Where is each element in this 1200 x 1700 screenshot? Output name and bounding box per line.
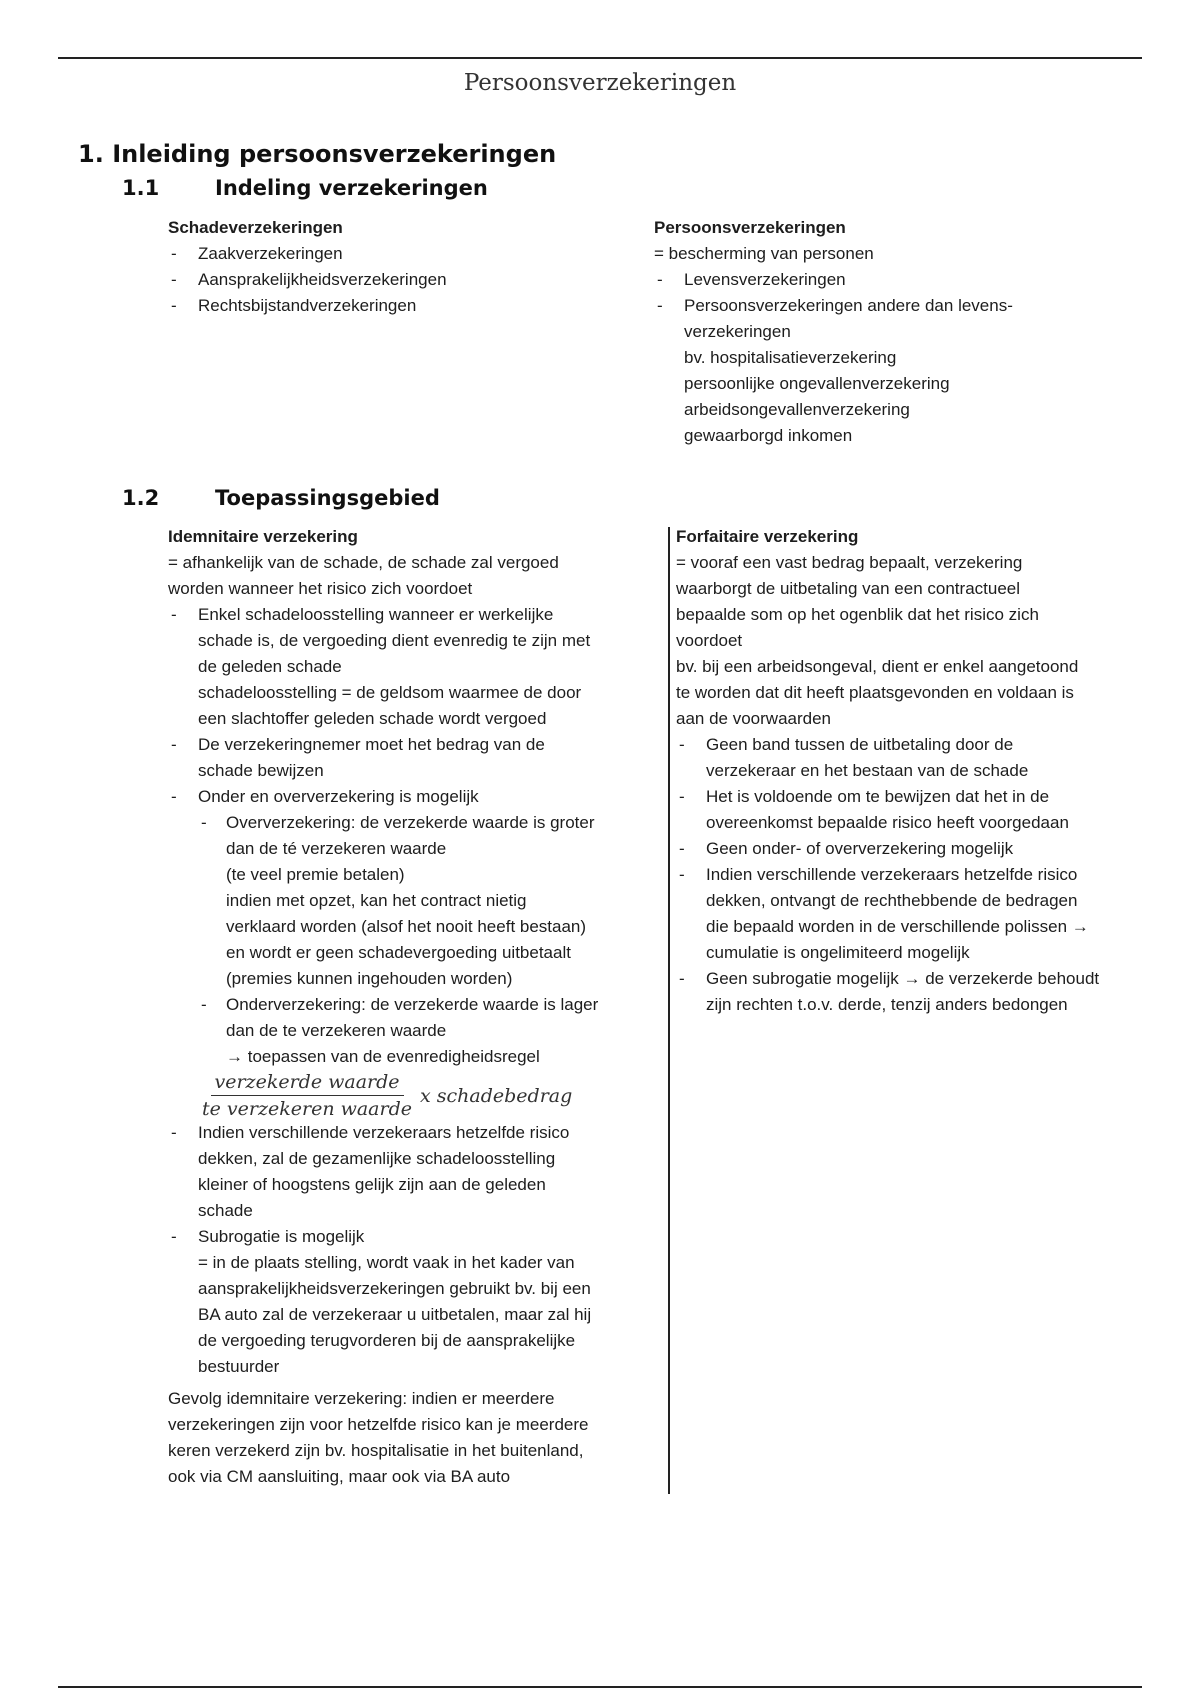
list-item: - Rechtsbijstandverzekeringen bbox=[168, 293, 638, 319]
list-item bbox=[168, 1120, 660, 1224]
list-item bbox=[168, 1224, 660, 1380]
persoonsverzekeringen-column bbox=[654, 215, 1134, 449]
text-line: aan de voorwaarden bbox=[676, 709, 832, 728]
text-line: (premies kunnen ingehouden worden) bbox=[226, 969, 513, 988]
page-title: Persoonsverzekeringen bbox=[463, 70, 737, 96]
text-line: worden wanneer het risico zich voordoet bbox=[168, 579, 473, 598]
text-line: keren verzekerd zijn bv. hospitalisatie in het buitenland, bbox=[168, 1441, 584, 1460]
text-line: aansprakelijkheidsverzekeringen gebruikt bv. bij een bbox=[198, 1279, 591, 1298]
list-item bbox=[676, 862, 1146, 966]
text-line: - Enkel schadeloosstelling wanneer er werkelijke bbox=[198, 605, 554, 624]
text-line: dekken, ontvangt de rechthebbende de bedragen bbox=[706, 891, 1078, 910]
text-line: - Onderverzekering: de verzekerde waarde is lager bbox=[226, 995, 599, 1014]
text-line: dekken, zal de gezamenlijke schadeloosstelling bbox=[198, 1149, 556, 1168]
text-line: arbeidsongevallenverzekering bbox=[684, 400, 910, 419]
text-line: schadeloosstelling = de geldsom waarmee de door bbox=[198, 683, 582, 702]
bullet-list bbox=[168, 241, 638, 319]
text-line: ook via CM aansluiting, maar ook via BA auto bbox=[168, 1467, 511, 1486]
text-line: - Het is voldoende om te bewijzen dat het in de bbox=[706, 787, 1050, 806]
text-line: de vergoeding terugvorderen bij de aansprakelijke bbox=[198, 1331, 576, 1350]
text-line: - De verzekeringnemer moet het bedrag van de bbox=[198, 735, 545, 754]
text-line: indien met opzet, kan het contract nietig bbox=[226, 891, 527, 910]
list-item bbox=[676, 732, 1146, 784]
section-1-1-heading bbox=[122, 176, 488, 200]
formula-denominator: te verzekeren waarde bbox=[202, 1098, 413, 1120]
text-line: - Indien verschillende verzekeraars hetzelfde risico bbox=[706, 865, 1078, 884]
list-item bbox=[676, 836, 1146, 862]
formula-numerator: verzekerde waarde bbox=[211, 1071, 404, 1096]
text-line: verzekeraar en het bestaan van de schade bbox=[706, 761, 1029, 780]
sub-list-item bbox=[198, 810, 660, 992]
chapter-number: 1. bbox=[78, 140, 104, 168]
list-item bbox=[168, 732, 660, 784]
text-line: = in de plaats stelling, wordt vaak in het kader van bbox=[198, 1253, 575, 1272]
column-intro: = bescherming van personen bbox=[654, 244, 874, 263]
text-line: en wordt er geen schadevergoeding uitbetaalt bbox=[226, 943, 571, 962]
text-line: verzekeringen zijn voor hetzelfde risico kan je meerdere bbox=[168, 1415, 589, 1434]
bullet-list bbox=[168, 602, 660, 1380]
list-item bbox=[168, 784, 660, 1120]
chapter-title: Inleiding persoonsverzekeringen bbox=[112, 140, 557, 168]
column-title: Schadeverzekeringen bbox=[168, 218, 343, 237]
text-line: - Onder en oververzekering is mogelijk bbox=[198, 787, 479, 806]
text-line: - Subrogatie is mogelijk bbox=[198, 1227, 365, 1246]
text-line: voordoet bbox=[676, 631, 743, 650]
section-title: Toepassingsgebied bbox=[215, 486, 440, 510]
section-1-2-heading bbox=[122, 486, 440, 510]
list-item: - Levensverzekeringen bbox=[654, 267, 1134, 293]
footer-rule bbox=[58, 1686, 1142, 1688]
text-line: - Geen band tussen de uitbetaling door de bbox=[706, 735, 1014, 754]
text-line: schade is, de vergoeding dient evenredig te zijn met bbox=[198, 631, 591, 650]
header-rule bbox=[58, 57, 1142, 59]
text-line: overeenkomst bepaalde risico heeft voorgedaan bbox=[706, 813, 1069, 832]
text-line: - Indien verschillende verzekeraars hetzelfde risico bbox=[198, 1123, 570, 1142]
sub-bullet-list bbox=[198, 810, 660, 1070]
list-item: - Aansprakelijkheidsverzekeringen bbox=[168, 267, 638, 293]
text-line: (te veel premie betalen) bbox=[226, 865, 405, 884]
section-number: 1.2 bbox=[122, 486, 160, 510]
text-line: zijn rechten t.o.v. derde, tenzij anders bedongen bbox=[706, 995, 1068, 1014]
column-title: Persoonsverzekeringen bbox=[654, 218, 846, 237]
text-line: bepaalde som op het ogenblik dat het risico zich bbox=[676, 605, 1039, 624]
bullet-list bbox=[676, 732, 1146, 1018]
list-item bbox=[168, 602, 660, 732]
text-line: - Geen onder- of oververzekering mogelijk bbox=[706, 839, 1014, 858]
text-line: → toepassen van de evenredigheidsregel bbox=[226, 1047, 540, 1066]
text-line: gewaarborgd inkomen bbox=[684, 426, 853, 445]
section-title: Indeling verzekeringen bbox=[215, 176, 488, 200]
text-line: cumulatie is ongelimiteerd mogelijk bbox=[706, 943, 970, 962]
text-line: - Persoonsverzekeringen andere dan levens- bbox=[684, 296, 1013, 315]
text-line: verklaard worden (alsof het nooit heeft bestaan) bbox=[226, 917, 587, 936]
column-title: Forfaitaire verzekering bbox=[676, 527, 859, 546]
text-line: dan de te verzekeren waarde bbox=[226, 1021, 447, 1040]
text-line: Gevolg idemnitaire verzekering: indien er meerdere bbox=[168, 1389, 555, 1408]
text-line: verzekeringen bbox=[684, 322, 791, 341]
text-line: BA auto zal de verzekeraar u uitbetalen, maar zal hij bbox=[198, 1305, 592, 1324]
text-line: - Geen subrogatie mogelijk → de verzekerde behoudt bbox=[706, 969, 1100, 988]
list-item bbox=[676, 784, 1146, 836]
column-title: Idemnitaire verzekering bbox=[168, 527, 358, 546]
text-line: persoonlijke ongevallenverzekering bbox=[684, 374, 950, 393]
column-divider bbox=[668, 527, 670, 1494]
text-line: bv. hospitalisatieverzekering bbox=[684, 348, 897, 367]
text-line: waarborgt de uitbetaling van een contractueel bbox=[676, 579, 1021, 598]
text-line: schade bbox=[198, 1201, 253, 1220]
bullet-list bbox=[654, 267, 1134, 449]
text-line: te worden dat dit heeft plaatsgevonden en voldaan is bbox=[676, 683, 1074, 702]
proportionality-formula bbox=[198, 1071, 572, 1120]
text-line: een slachtoffer geleden schade wordt vergoed bbox=[198, 709, 547, 728]
text-line: = vooraf een vast bedrag bepaalt, verzekering bbox=[676, 553, 1023, 572]
chapter-heading bbox=[78, 140, 556, 168]
text-line: = afhankelijk van de schade, de schade zal vergoed bbox=[168, 553, 559, 572]
list-item: - Zaakverzekeringen bbox=[168, 241, 638, 267]
text-line: die bepaald worden in de verschillende polissen → bbox=[706, 917, 1089, 936]
formula-fraction bbox=[198, 1071, 416, 1120]
text-line: dan de té verzekeren waarde bbox=[226, 839, 447, 858]
conclusion-paragraph bbox=[168, 1386, 660, 1490]
list-item bbox=[654, 293, 1134, 449]
formula-multiplier: x schadebedrag bbox=[420, 1084, 573, 1107]
text-line: bestuurder bbox=[198, 1357, 280, 1376]
schadeverzekeringen-column bbox=[168, 215, 638, 319]
text-line: de geleden schade bbox=[198, 657, 342, 676]
list-item bbox=[676, 966, 1146, 1018]
forfaitaire-column bbox=[676, 524, 1146, 1018]
text-line: bv. bij een arbeidsongeval, dient er enkel aangetoond bbox=[676, 657, 1079, 676]
idemnitaire-column bbox=[168, 524, 660, 1490]
text-line: schade bewijzen bbox=[198, 761, 324, 780]
sub-list-item bbox=[198, 992, 660, 1070]
text-line: kleiner of hoogstens gelijk zijn aan de geleden bbox=[198, 1175, 546, 1194]
text-line: - Oververzekering: de verzekerde waarde is groter bbox=[226, 813, 595, 832]
section-number: 1.1 bbox=[122, 176, 160, 200]
